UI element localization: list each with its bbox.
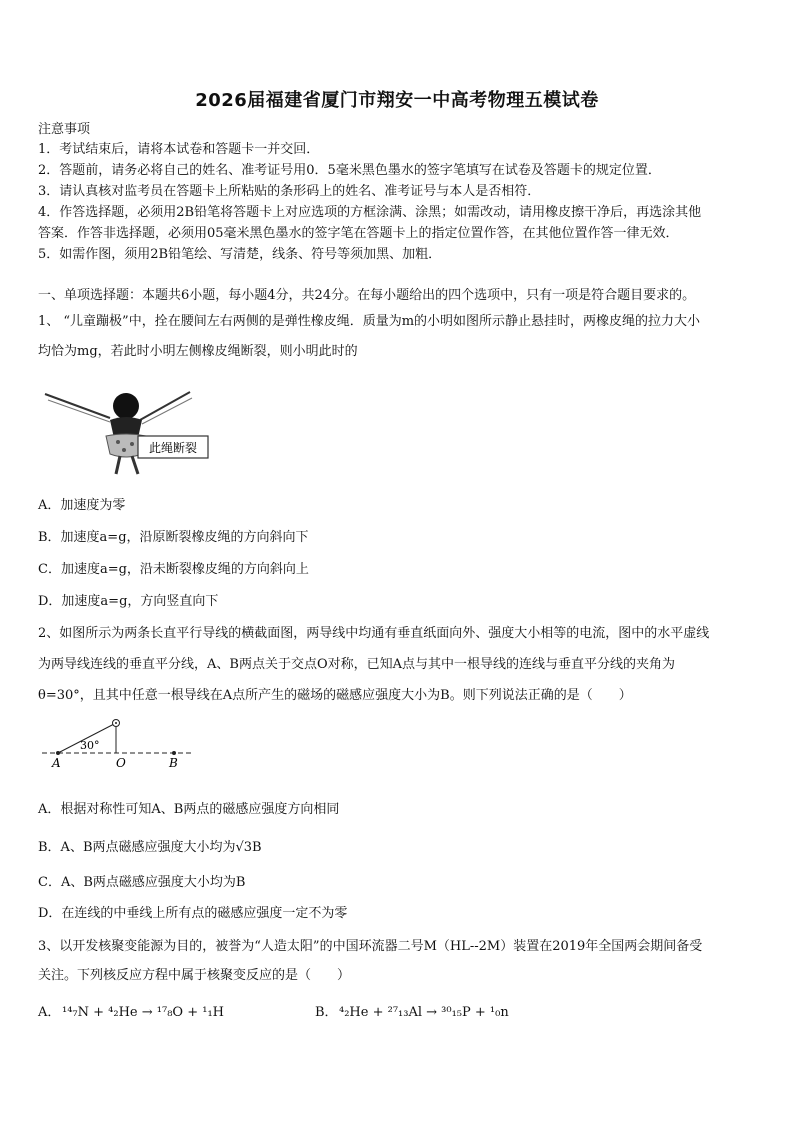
notice-heading: 注意事项 [38,122,91,137]
page-title: 2026届福建省厦门市翔安一中高考物理五模试卷 [195,90,599,111]
angle-label: 30° [80,739,100,752]
q2-option-c: C．A、B两点磁感应强度大小均为B [38,875,246,890]
q1-option-a: A．加速度为零 [38,498,126,513]
section-heading: 一、单项选择题：本题共6小题，每小题4分，共24分。在每小题给出的四个选项中，只有一项是符合题目要求的。 [38,288,696,303]
q2-figure [36,715,196,775]
notice-item: 5．如需作图，须用2B铅笔绘、写清楚，线条、符号等须加黑、加粗． [38,247,442,262]
notice-item: 3．请认真核对监考员在答题卡上所粘贴的条形码上的姓名、准考证号与本人是否相符． [38,184,541,199]
q2-stem: 2、如图所示为两条长直平行导线的横截面图，两导线中均通有垂直纸面向外、强度大小相等的电流，图中的水平虚线 [38,626,710,641]
q2-option-a: A．根据对称性可知A、B两点的磁感应强度方向相同 [38,802,340,817]
q3-option-b-label: B． [315,1005,338,1020]
figure-label: 此绳断裂 [148,441,198,455]
q2-stem: θ=30°，且其中任意一根导线在A点所产生的磁场的磁感应强度大小为B。则下列说法正确的是（ ） [38,688,632,703]
q2-option-b: B．A、B两点磁感应强度大小均为√3B [38,840,262,855]
point-b-label: B [169,756,178,770]
notice-item: 答案．作答非选择题，必须用05毫米黑色墨水的签字笔在答题卡上的指定位置作答，在其他位置作答一律无效． [38,226,679,241]
notice-item: 4．作答选择题，必须用2B铅笔将答题卡上对应选项的方框涂满、涂黑；如需改动，请用橡皮擦干净后，再选涂其他 [38,205,702,220]
q2-stem: 为两导线连线的垂直平分线，A、B两点关于交点O对称，已知A点与其中一根导线的连线与垂直平分线的夹角为 [38,657,675,672]
bungee-child-illustration [40,378,215,486]
q3-option-a-equation: ¹⁴₇N + ⁴₂He → ¹⁷₈O + ¹₁H [62,1005,224,1020]
notice-item: 2．答题前，请务必将自己的姓名、准考证号用0．5毫米黑色墨水的签字笔填写在试卷及答题卡的规定位置． [38,163,661,178]
q3-stem: 关注。下列核反应方程中属于核聚变反应的是（ ） [38,968,351,983]
point-a-label: A [52,756,61,770]
q1-option-c: C．加速度a=g，沿未断裂橡皮绳的方向斜向上 [38,562,309,577]
point-o-label: O [116,756,126,770]
notice-item: 1．考试结束后，请将本试卷和答题卡一并交回． [38,142,320,157]
q3-option-b-equation: ⁴₂He + ²⁷₁₃Al → ³⁰₁₅P + ¹₀n [339,1005,509,1020]
q1-option-d: D．加速度a=g，方向竖直向下 [38,594,219,609]
q1-figure [40,378,215,486]
q1-stem: 均恰为mg，若此时小明左侧橡皮绳断裂，则小明此时的 [38,344,358,359]
wire-cross-section-diagram [36,715,196,775]
q3-stem: 3、以开发核聚变能源为目的，被誉为“人造太阳”的中国环流器二号M（HL--2M）装置在2019年全国两会期间备受 [38,939,703,954]
q1-stem: 1、 “儿童蹦极”中，拴在腰间左右两侧的是弹性橡皮绳．质量为m的小明如图所示静止悬挂时，两橡皮绳的拉力大小 [38,314,701,329]
q1-option-b: B．加速度a=g，沿原断裂橡皮绳的方向斜向下 [38,530,309,545]
q3-option-a-label: A． [38,1005,61,1020]
q2-option-d: D．在连线的中垂线上所有点的磁感应强度一定不为零 [38,906,348,921]
